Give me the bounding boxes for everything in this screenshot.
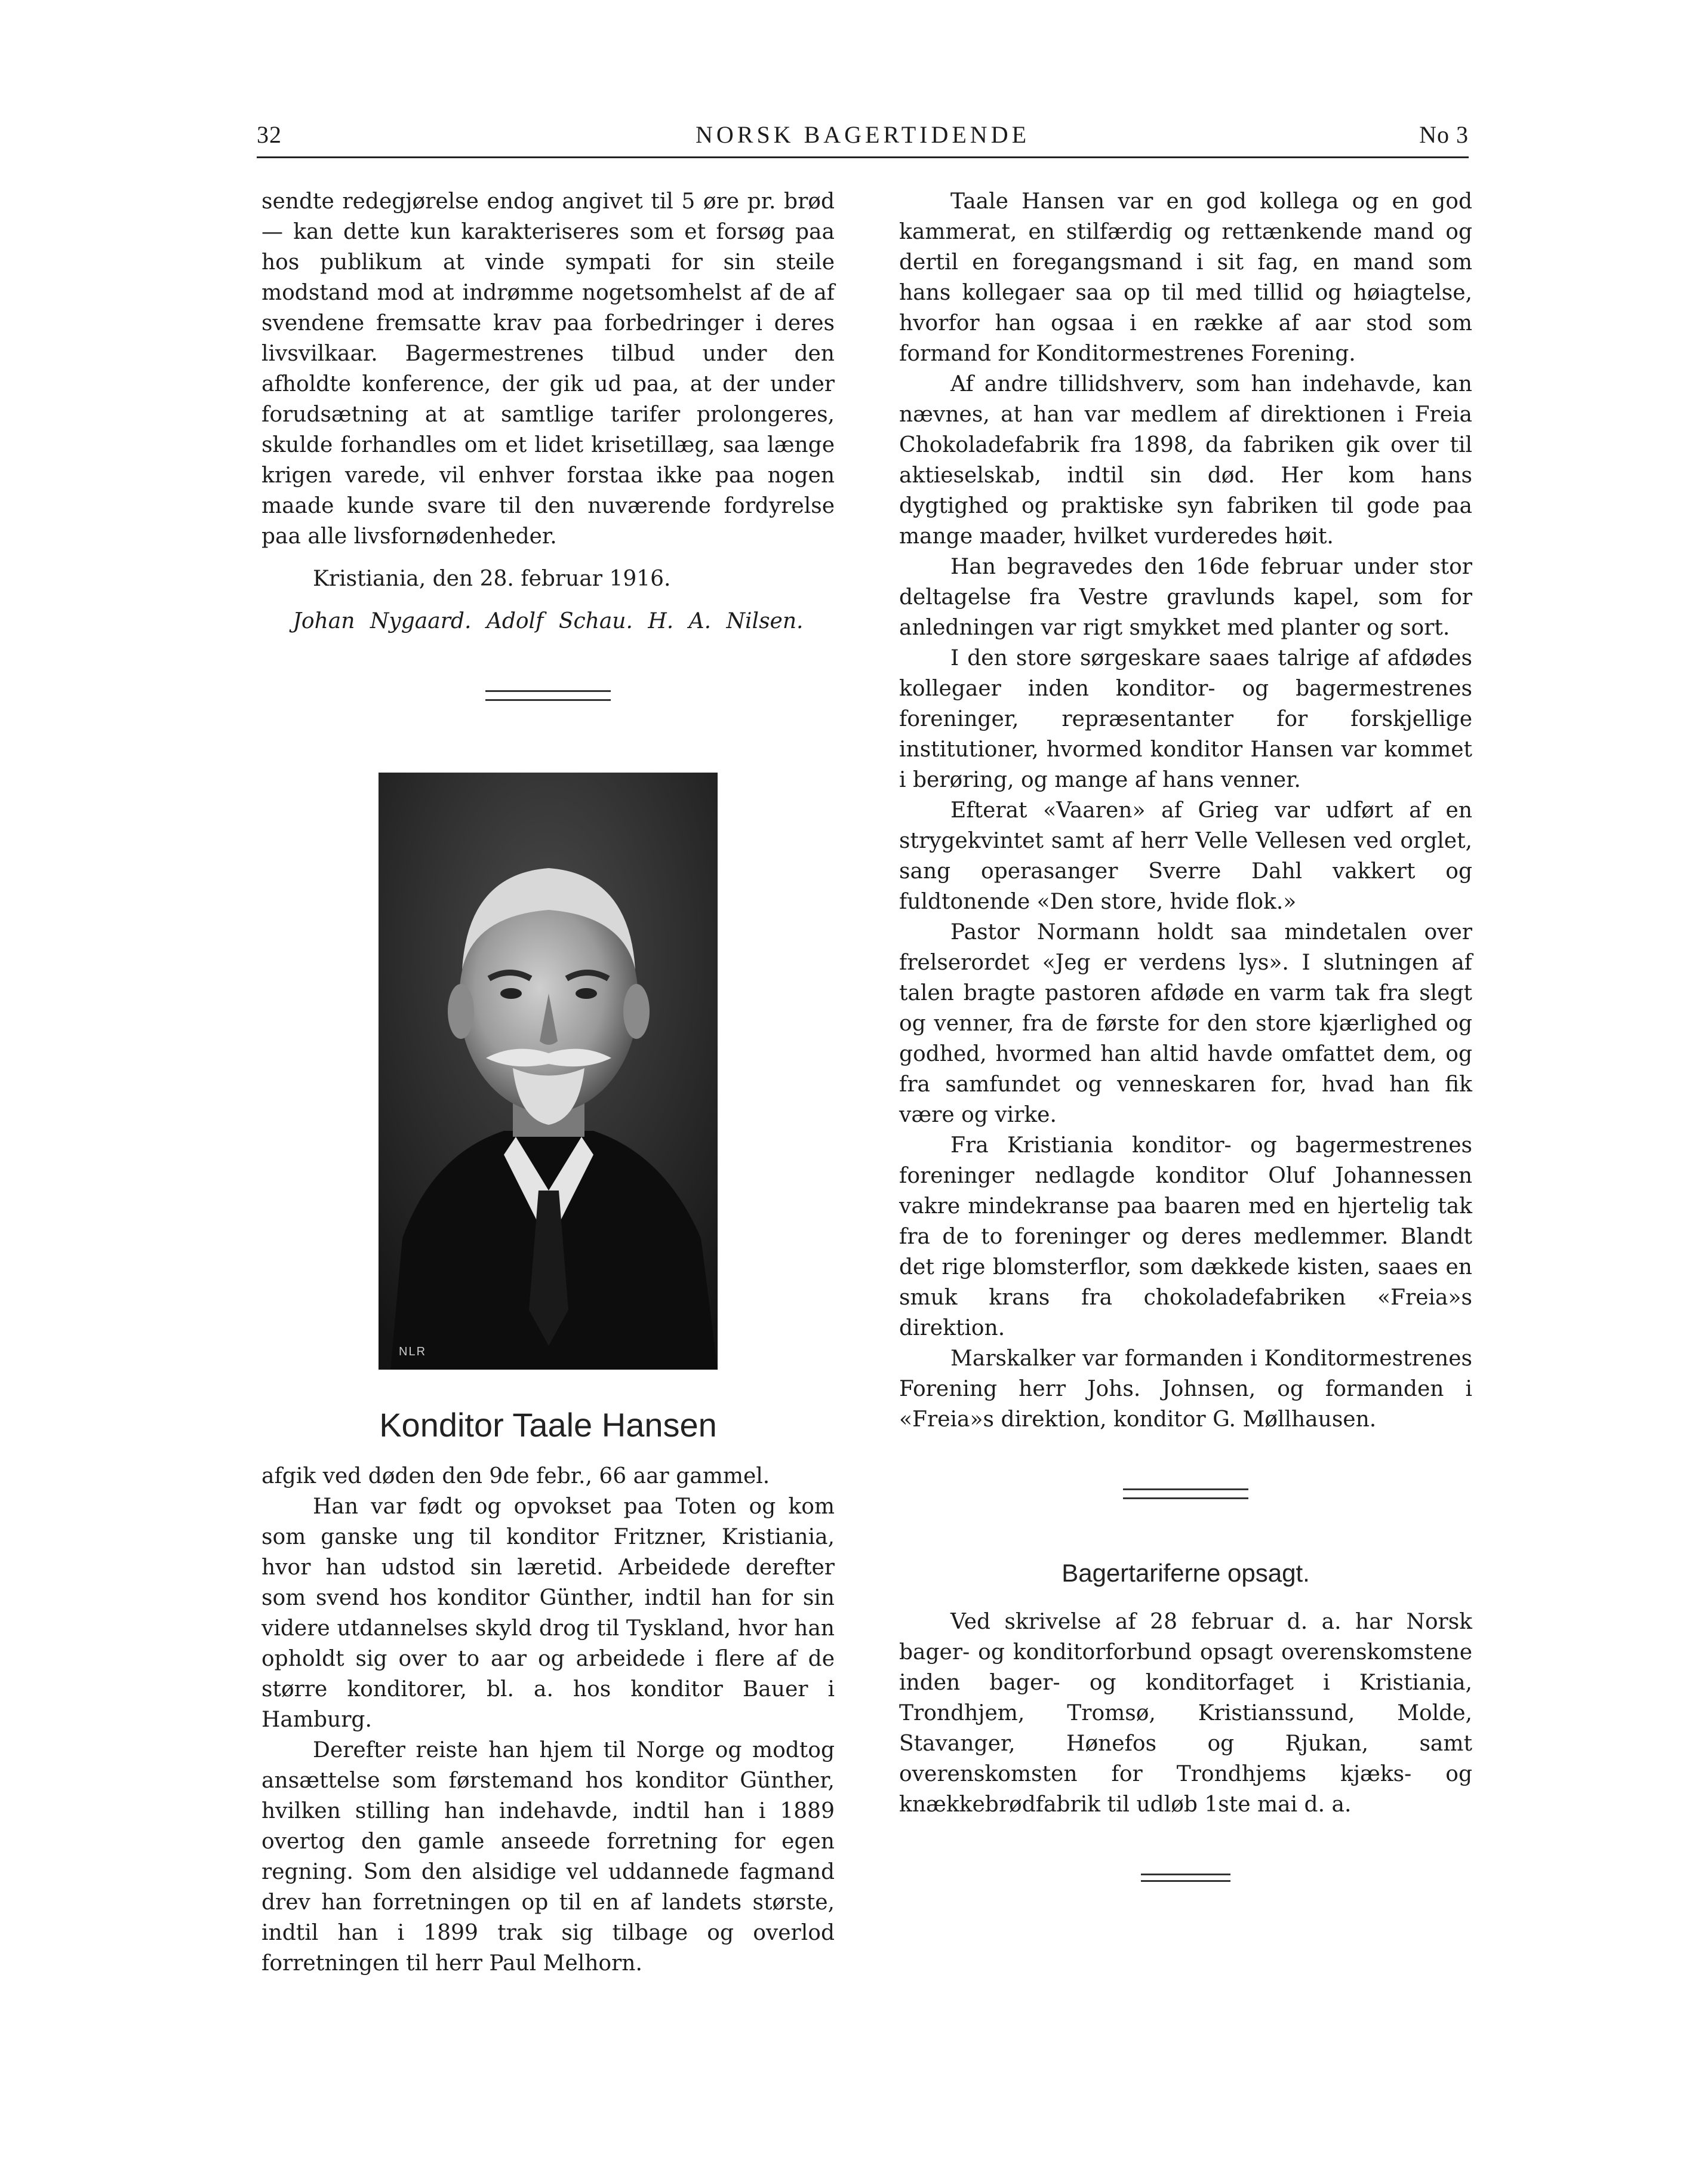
obituary-paragraph: Han var født og opvokset paa Toten og kom som ganske ung til konditor Fritzner, Kristiania, hvor han udstod sin læretid. Arbeidede derefter som svend hos konditor Günther, indtil han for sin videre utdannelses skyld drog til Tyskland, hvor han opholdt sig over to aar og arbeidede i flere af de større konditorer, bl. a. hos konditor Bauer i Hamburg. [261,1494,835,1732]
issue-number: No 3 [1419,121,1469,148]
journal-title: NORSK BAGERTIDENDE [695,121,1030,148]
obituary-paragraph: Taale Hansen var en god kollega og en god kammerat, en stilfærdig og rettænkende mand og dertil en foregangsmand i sit fag, en mand som hans kollegaer saa op til med tillid og høiagtelse, hvorfor han ogsaa i en række af aar stod som formand for Konditormestrenes Forening. [899,189,1472,366]
obituary-title: Konditor Taale Hansen [379,1406,717,1444]
left-column [261,186,835,1979]
obituary-paragraph: Efterat «Vaaren» af Grieg var udført af en strygekvintet samt af herr Velle Vellesen ved orglet, sang operasanger Sverre Dahl vakkert og fuldtonende «Den store, hvide flok.» [899,798,1472,914]
obituary-paragraph: Han begravedes den 16de februar under stor deltagelse fra Vestre gravlunds kapel, som for anledningen var rigt smykket med planter og sort. [899,555,1472,640]
continued-paragraph: sendte redegjørelse endog angivet til 5 øre pr. brød — kan dette kun karakteriseres som et forsøg paa hos publikum at vinde sympati for sin steile modstand mod at indrømme nogetsomhelst af de af svendene fremsatte krav paa forbedringer i deres livsvilkaar. Bagermestrenes tilbud under den afholdte konference, der gik ud paa, at der under forudsætning at at samtlige tarifer prolongeres, skulde forhandles om et lidet krisetillæg, saa længe krigen varede, vil enhver forstaa ikke paa nogen maade kunde svare til den nuværende fordyrelse paa alle livsfornødenheder. [261,189,835,549]
obituary-paragraph: Pastor Normann holdt saa mindetalen over frelserordet «Jeg er verdens lys». I slutningen af talen bragte pastoren afdøde en varm tak fra slegt og venner, fra de første for den store kjærlighed og godhed, hvormed han altid havde omfattet dem, og fra samfundet og venneskaren for, hvad han fik være og virke. [899,920,1472,1127]
section-divider [1123,1488,1248,1499]
page-number: 32 [257,121,282,148]
page-header [257,121,1469,154]
section-divider [485,690,611,701]
obituary-paragraph: afgik ved døden den 9de febr., 66 aar gammel. [261,1464,770,1488]
signatures: Johan Nygaard. Adolf Schau. H. A. Nilsen. [293,609,804,633]
obituary-paragraph: Derefter reiste han hjem til Norge og modtog ansættelse som førstemand hos konditor Günther, hvilken stilling han indehavde, indtil han i 1889 overtog den gamle anseede forretning for egen regning. Som den alsidige vel uddannede fagmand drev han forretningen op til en af landets største, indtil han i 1899 trak sig tilbage og overlod forretningen til herr Paul Melhorn. [261,1738,835,1976]
obituary-paragraph: Af andre tillidshverv, som han indehavde, kan nævnes, at han var medlem af direktionen i Freia Chokoladefabrik fra 1898, da fabriken gik over til aktieselskab, indtil sin død. Her kom hans dygtighed og praktiske syn fabriken til gode paa mange maader, hvilket vurderedes høit. [899,372,1472,549]
notice-paragraph: Ved skrivelse af 28 februar d. a. har Norsk bager- og konditorforbund opsagt overenskomstene inden bager- og konditorfaget i Kristiania, Trondhjem, Tromsø, Kristianssund, Molde, Stavanger, Hønefos og Rjukan, samt overenskomsten for Trondhjems kjæks- og knækkebrødfabrik til udløb 1ste mai d. a. [899,1610,1472,1817]
obituary-paragraph: Fra Kristiania konditor- og bagermestrenes foreninger nedlagde konditor Oluf Johannessen vakre mindekranse paa baaren med en hjertelig tak fra de to foreninger og deres medlemmer. Blandt det rige blomsterflor, som dækkede kisten, saaes en smuk krans fra chokoladefabriken «Freia»s direktion. [899,1133,1472,1340]
obituary-paragraph: Marskalker var formanden i Konditormestrenes Forening herr Johs. Johnsen, og formanden i «Freia»s direktion, konditor G. Møllhausen. [899,1346,1472,1432]
notice-title: Bagertariferne opsagt. [1062,1559,1310,1587]
header-rule [257,156,1469,158]
photo-mark: NLR [399,1345,427,1358]
right-column [899,186,1472,1882]
portrait-illustration [379,773,718,1370]
dateline: Kristiania, den 28. februar 1916. [313,567,671,591]
end-divider [1141,1874,1230,1882]
portrait-photo [379,773,718,1370]
obituary-paragraph: I den store sørgeskare saaes talrige af afdødes kollegaer inden konditor- og bagermestrenes foreninger, repræsentanter for forskjellige institutioner, hvormed konditor Hansen var kommet i berøring, og mange af hans venner. [899,646,1472,792]
